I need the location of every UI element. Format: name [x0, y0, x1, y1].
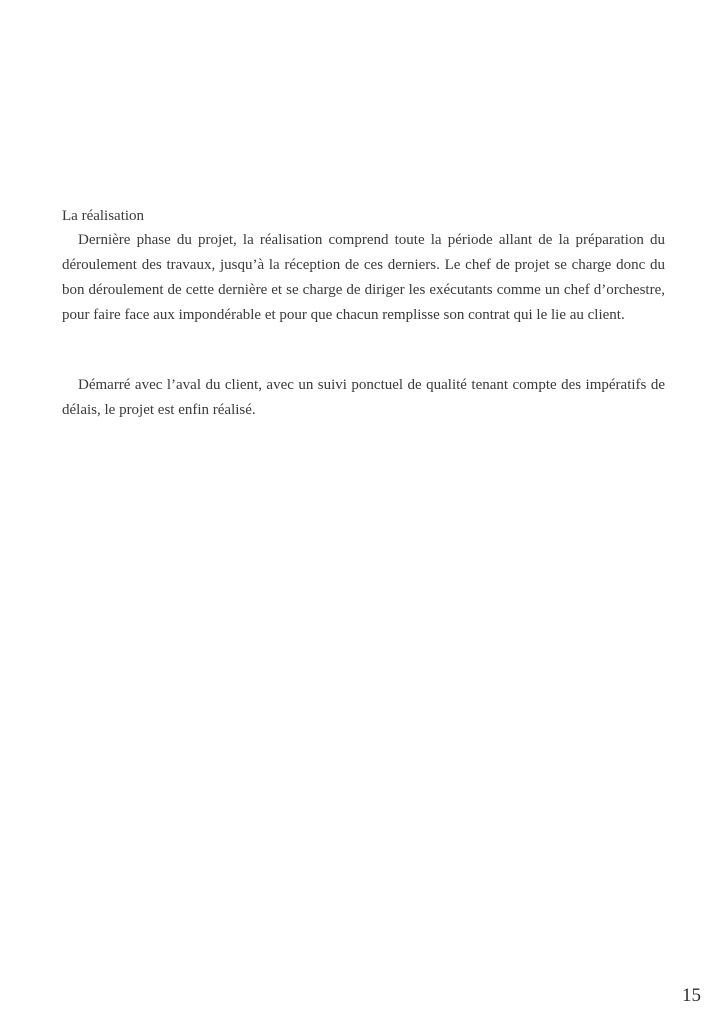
page-number: 15	[682, 985, 701, 1006]
section-title: La réalisation	[62, 208, 145, 224]
paragraph-realisation-definition: Dernière phase du projet, la réalisation comprend toute la période allant de la préparation du déroulement des travaux, jusqu’à la réception de ces derniers. Le chef de projet se charge donc du bon déroulement de cette dernière et se charge de diriger les exécutants comme un chef d’orchestre, pour faire face aux impondérable et pour que chacun remplisse son contrat qui le lie au client.	[62, 232, 665, 323]
paragraph-realisation-conclusion: Démarré avec l’aval du client, avec un suivi ponctuel de qualité tenant compte des impératifs de délais, le projet est enfin réalisé.	[62, 377, 665, 418]
